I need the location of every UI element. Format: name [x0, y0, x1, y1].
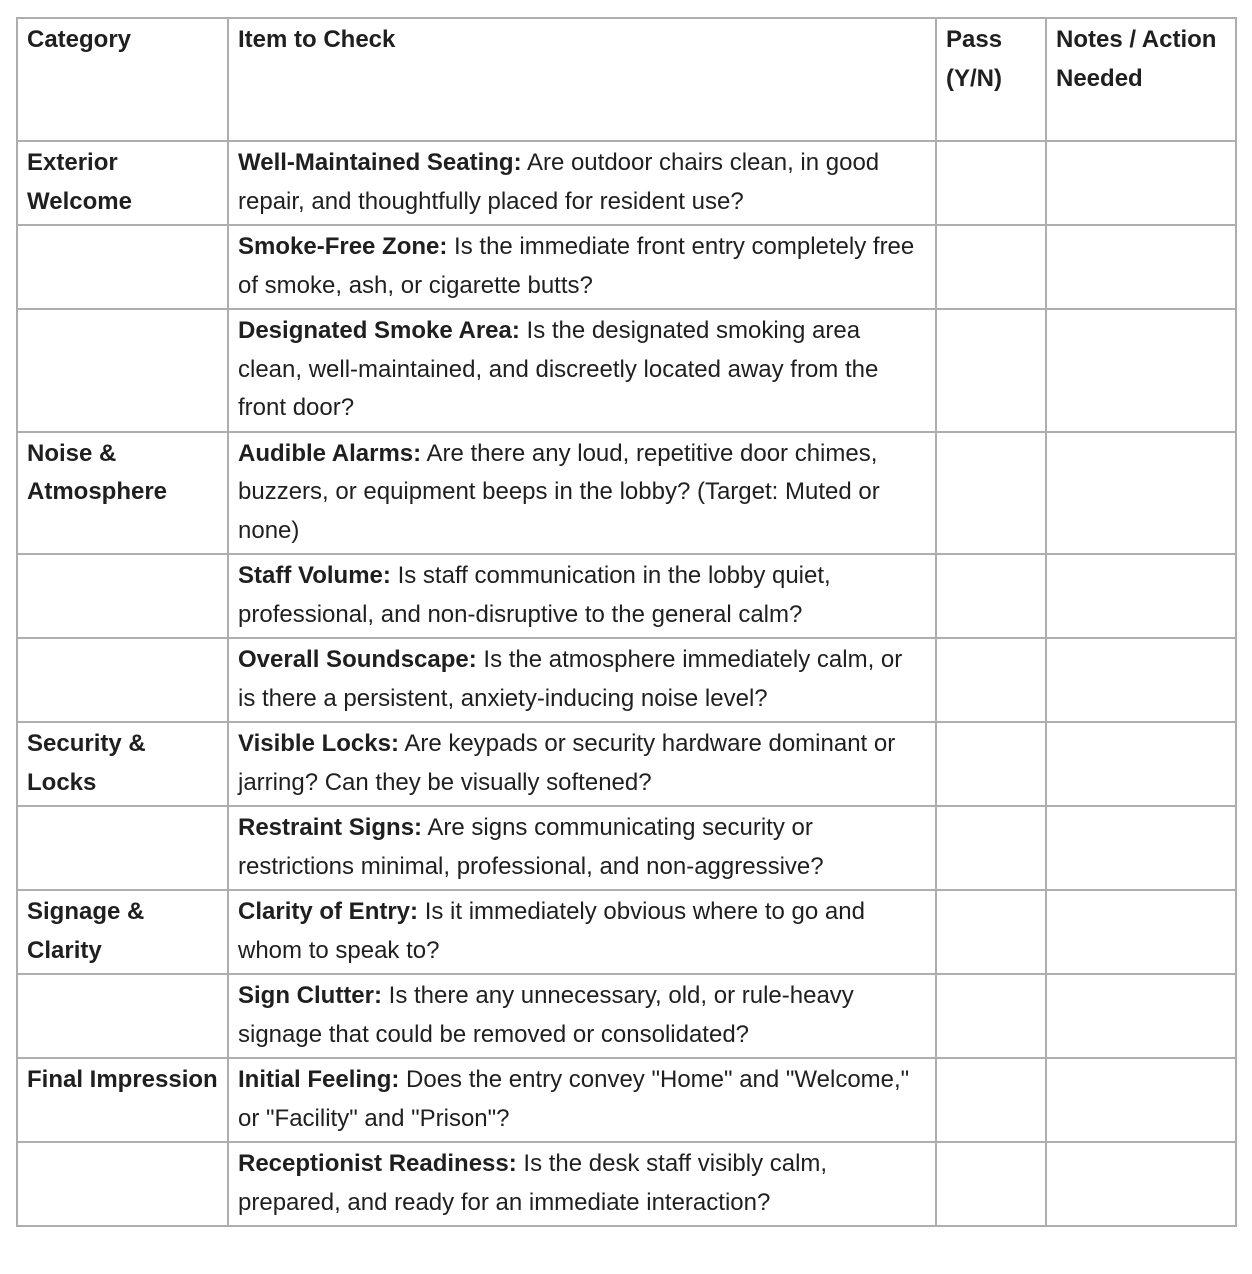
- table-row: [17, 638, 1236, 722]
- item-cell: [228, 974, 936, 1058]
- notes-cell[interactable]: [1046, 974, 1236, 1058]
- category-cell: [17, 974, 228, 1058]
- pass-cell[interactable]: [936, 974, 1046, 1058]
- pass-cell[interactable]: [936, 554, 1046, 638]
- category-cell: Noise & Atmosphere: [17, 432, 228, 555]
- item-title: Clarity of Entry:: [238, 898, 419, 925]
- item-cell: [228, 225, 936, 309]
- table-row: [17, 432, 1236, 555]
- item-title: Overall Soundscape:: [238, 646, 477, 673]
- pass-cell[interactable]: [936, 1058, 1046, 1142]
- notes-cell[interactable]: [1046, 432, 1236, 555]
- table-row: [17, 1142, 1236, 1226]
- notes-cell[interactable]: [1046, 638, 1236, 722]
- pass-cell[interactable]: [936, 1142, 1046, 1226]
- item-title: Visible Locks:: [238, 730, 399, 757]
- notes-cell[interactable]: [1046, 806, 1236, 890]
- item-title: Audible Alarms:: [238, 439, 422, 467]
- item-text: Is the desk staff visibly calm, prepared, and ready for an immediate interaction?: [238, 1150, 828, 1216]
- item-title: Receptionist Readiness:: [238, 1150, 517, 1177]
- table-row: [17, 1058, 1236, 1142]
- item-title: Sign Clutter:: [238, 982, 382, 1009]
- header-notes: Notes / Action Needed: [1046, 18, 1236, 141]
- category-cell: [17, 554, 228, 638]
- header-row: [17, 18, 1236, 141]
- item-cell: [228, 432, 936, 555]
- item-text: Are outdoor chairs clean, in good repair, and thoughtfully placed for resident use?: [238, 149, 880, 215]
- pass-cell[interactable]: [936, 225, 1046, 309]
- item-text: Is the atmosphere immediately calm, or is there a persistent, anxiety-inducing noise level?: [238, 646, 903, 712]
- item-text: Are keypads or security hardware dominant or jarring? Can they be visually softened?: [238, 730, 896, 796]
- item-title: Staff Volume:: [238, 562, 391, 589]
- category-cell: [17, 1142, 228, 1226]
- category-cell: Exterior Welcome: [17, 141, 228, 225]
- item-title: Initial Feeling:: [238, 1066, 400, 1093]
- item-text: Is the immediate front entry completely free of smoke, ash, or cigarette butts?: [238, 233, 915, 299]
- item-cell: [228, 890, 936, 974]
- category-cell: [17, 638, 228, 722]
- table-row: [17, 225, 1236, 309]
- pass-cell[interactable]: [936, 722, 1046, 806]
- item-text: Is it immediately obvious where to go and whom to speak to?: [238, 898, 865, 964]
- notes-cell[interactable]: [1046, 554, 1236, 638]
- pass-cell[interactable]: [936, 432, 1046, 555]
- item-text: Is staff communication in the lobby quiet, professional, and non-disruptive to the general calm?: [238, 562, 831, 628]
- checklist-table: [16, 17, 1237, 1227]
- item-cell: [228, 309, 936, 432]
- category-cell: Final Impression: [17, 1058, 228, 1142]
- notes-cell[interactable]: [1046, 722, 1236, 806]
- category-cell: [17, 806, 228, 890]
- item-text: Does the entry convey "Home" and "Welcome," or "Facility" and "Prison"?: [238, 1066, 910, 1132]
- item-text: Is the designated smoking area clean, well-maintained, and discreetly located away from the front door?: [238, 317, 879, 421]
- item-title: Restraint Signs:: [238, 814, 423, 841]
- item-cell: [228, 722, 936, 806]
- pass-cell[interactable]: [936, 890, 1046, 974]
- table-row: [17, 890, 1236, 974]
- item-cell: [228, 806, 936, 890]
- pass-cell[interactable]: [936, 141, 1046, 225]
- table-row: [17, 554, 1236, 638]
- table-row: [17, 141, 1236, 225]
- item-title: Well-Maintained Seating:: [238, 149, 522, 176]
- item-text: Are there any loud, repetitive door chimes, buzzers, or equipment beeps in the lobby? (Target: Muted or none): [238, 439, 880, 544]
- category-cell: [17, 309, 228, 432]
- item-cell: [228, 554, 936, 638]
- item-title: Designated Smoke Area:: [238, 317, 520, 344]
- notes-cell[interactable]: [1046, 1058, 1236, 1142]
- pass-cell[interactable]: [936, 638, 1046, 722]
- notes-cell[interactable]: [1046, 141, 1236, 225]
- item-cell: [228, 1058, 936, 1142]
- notes-cell[interactable]: [1046, 1142, 1236, 1226]
- item-text: Is there any unnecessary, old, or rule-heavy signage that could be removed or consolidated?: [238, 982, 854, 1048]
- item-cell: [228, 1142, 936, 1226]
- item-cell: [228, 141, 936, 225]
- table-row: [17, 309, 1236, 432]
- header-item: Item to Check: [228, 18, 936, 141]
- category-cell: Security & Locks: [17, 722, 228, 806]
- notes-cell[interactable]: [1046, 309, 1236, 432]
- item-title: Smoke-Free Zone:: [238, 233, 448, 260]
- item-cell: [228, 638, 936, 722]
- table-row: [17, 722, 1236, 806]
- item-text: Are signs communicating security or restrictions minimal, professional, and non-aggressive?: [238, 814, 824, 880]
- notes-cell[interactable]: [1046, 225, 1236, 309]
- table-row: [17, 974, 1236, 1058]
- header-category: Category: [17, 18, 228, 141]
- category-cell: [17, 225, 228, 309]
- notes-cell[interactable]: [1046, 890, 1236, 974]
- category-cell: Signage & Clarity: [17, 890, 228, 974]
- header-pass: Pass (Y/N): [936, 18, 1046, 141]
- pass-cell[interactable]: [936, 309, 1046, 432]
- pass-cell[interactable]: [936, 806, 1046, 890]
- table-row: [17, 806, 1236, 890]
